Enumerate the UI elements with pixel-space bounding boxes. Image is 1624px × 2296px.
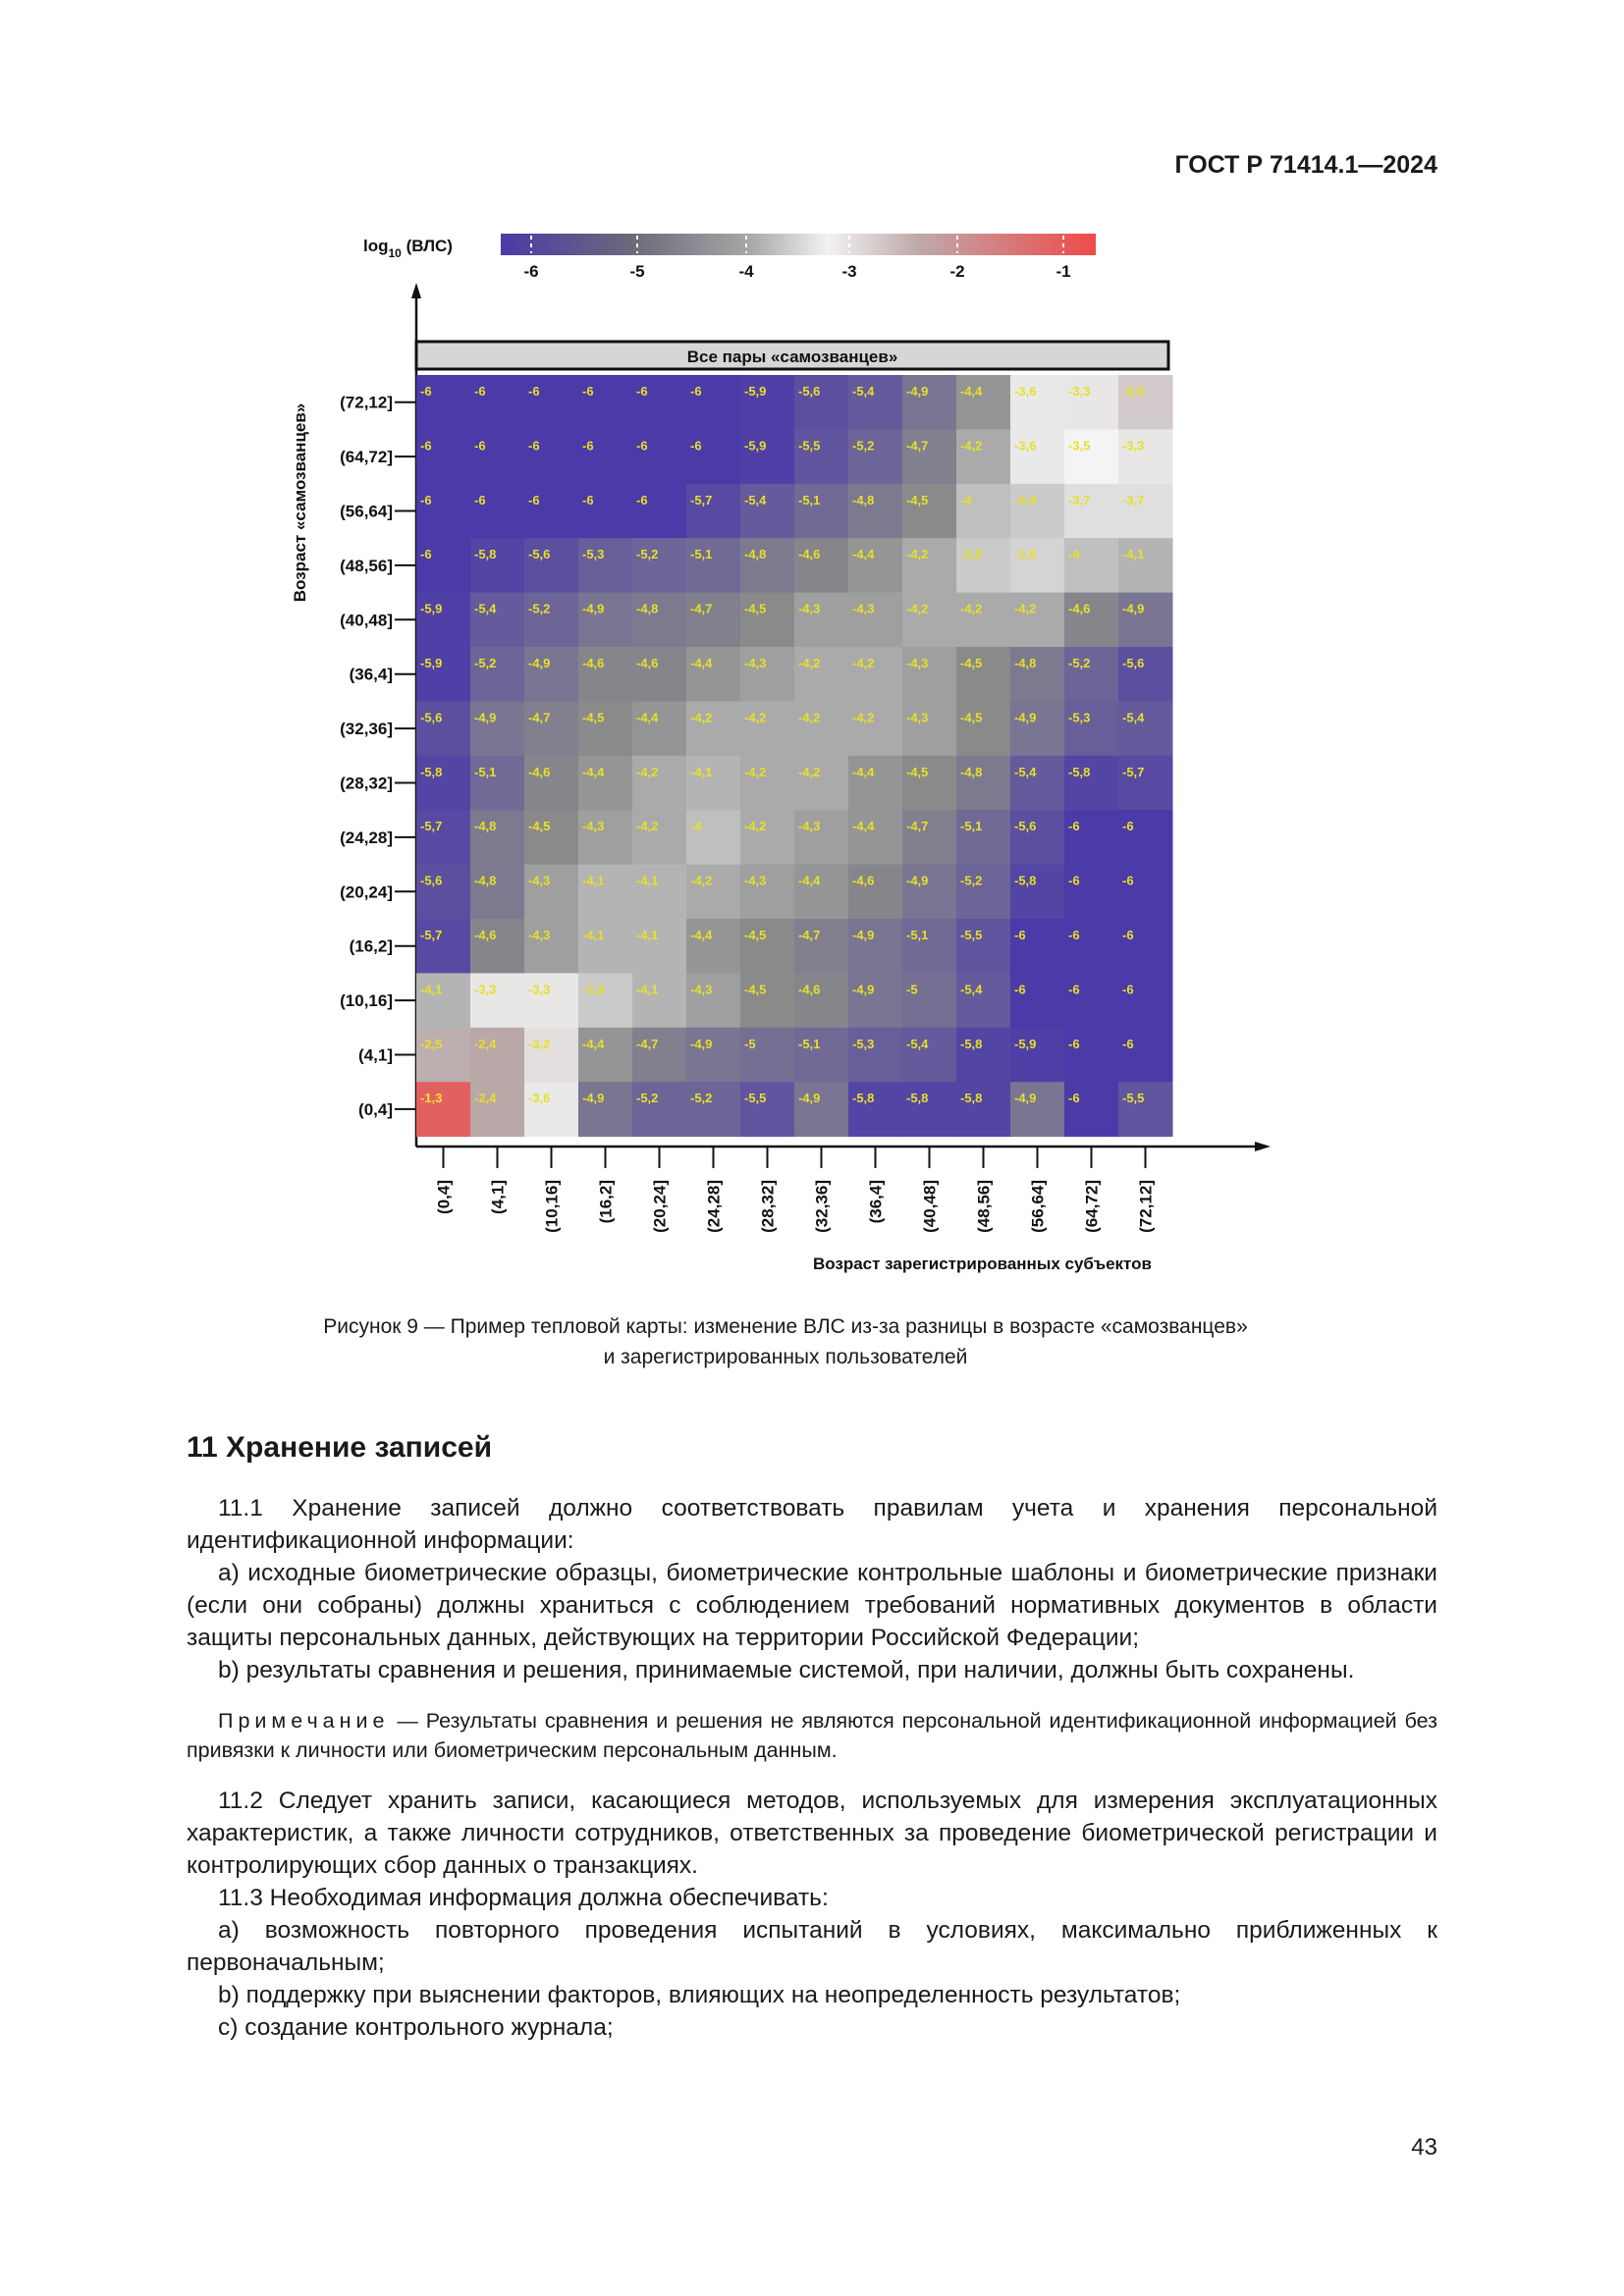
heatmap-value-label: -4,2 bbox=[744, 764, 767, 779]
figure-caption bbox=[147, 1311, 1424, 1372]
heatmap-value-label: -5,4 bbox=[852, 384, 875, 399]
heatmap-value-label: -4,3 bbox=[798, 601, 821, 616]
heatmap-value-label: -2,9 bbox=[1122, 384, 1145, 399]
heatmap-value-label: -4,4 bbox=[690, 928, 713, 942]
heatmap-value-label: -4,2 bbox=[690, 710, 713, 725]
heatmap-value-label: -4,4 bbox=[960, 384, 983, 399]
heatmap-value-label: -4,6 bbox=[528, 764, 551, 779]
caption-line-1: Рисунок 9 — Пример тепловой карты: изменение ВЛС из-за разницы в возрасте «самозванцев» bbox=[323, 1315, 1248, 1338]
heatmap-value-label: -4,6 bbox=[852, 873, 875, 888]
heatmap-value-label: -5,2 bbox=[960, 873, 983, 888]
colorbar-tick-label: -4 bbox=[738, 262, 754, 281]
heatmap-value-label: -5,7 bbox=[420, 928, 443, 942]
colorbar bbox=[501, 234, 1096, 255]
x-tick-label: (72,12] bbox=[1136, 1180, 1156, 1233]
heatmap-cells bbox=[416, 375, 1173, 1137]
heatmap-value-label: -5,6 bbox=[528, 547, 551, 562]
heatmap-value-label: -6 bbox=[1068, 982, 1080, 997]
heatmap-value-label: -5,6 bbox=[420, 873, 443, 888]
heatmap-value-label: -4,2 bbox=[1014, 601, 1037, 616]
paragraph-11-3: 11.3 Необходимая информация должна обеспечивать: bbox=[218, 1885, 829, 1911]
heatmap-value-label: -4,2 bbox=[744, 819, 767, 834]
heatmap-value-label: -5,3 bbox=[1068, 710, 1091, 725]
heatmap-value-label: -5,5 bbox=[960, 928, 983, 942]
heatmap-value-label: -5,6 bbox=[1122, 656, 1145, 670]
heatmap-value-label: -2,5 bbox=[420, 1036, 443, 1051]
heatmap-value-label: -4,4 bbox=[636, 710, 659, 725]
y-tick-label: (32,36] bbox=[340, 720, 393, 739]
heatmap-value-label: -6 bbox=[690, 384, 702, 399]
y-tick-label: (16,2] bbox=[349, 936, 393, 956]
heatmap-value-label: -4,9 bbox=[852, 982, 875, 997]
heatmap-value-label: -3,3 bbox=[1122, 438, 1145, 454]
y-tick-label: (10,16] bbox=[340, 991, 393, 1011]
heatmap-value-label: -4,1 bbox=[636, 873, 659, 888]
heatmap-value-label: -5,2 bbox=[636, 1091, 659, 1106]
heatmap-value-label: -4,4 bbox=[690, 656, 713, 670]
heatmap-value-label: -4,7 bbox=[690, 601, 713, 616]
heatmap-value-label: -4,2 bbox=[852, 656, 875, 670]
heatmap-value-label: -6 bbox=[1122, 873, 1134, 888]
heatmap-value-label: -5,1 bbox=[690, 547, 713, 562]
y-tick-label: (40,48] bbox=[340, 611, 393, 630]
colorbar-tick-label: -3 bbox=[841, 262, 857, 281]
heatmap-value-label: -4,8 bbox=[744, 547, 767, 562]
heatmap-value-label: -4,3 bbox=[528, 928, 551, 942]
heatmap-value-label: -4,3 bbox=[852, 601, 875, 616]
heatmap-value-label: -5,2 bbox=[690, 1091, 713, 1106]
heatmap-value-label: -4 bbox=[1068, 547, 1080, 562]
heatmap-value-label: -4,1 bbox=[582, 873, 605, 888]
heatmap-value-label: -6 bbox=[1122, 1036, 1134, 1051]
heatmap-value-label: -4,1 bbox=[1122, 547, 1145, 562]
heatmap-value-label: -5,4 bbox=[474, 601, 497, 616]
heatmap-value-label: -4,2 bbox=[798, 710, 821, 725]
y-axis-arrow bbox=[411, 283, 421, 298]
banner-text: Все пары «самозванцев» bbox=[686, 347, 898, 366]
y-tick-label: (48,56] bbox=[340, 556, 393, 575]
heatmap-value-label: -2,4 bbox=[474, 1036, 497, 1051]
heatmap-value-label: -4,5 bbox=[744, 982, 767, 997]
y-axis-label: Возраст «самозванцев» bbox=[291, 402, 309, 603]
heatmap-value-label: -5,3 bbox=[582, 547, 605, 562]
heatmap-value-label: -4,7 bbox=[636, 1036, 659, 1051]
heatmap-value-label: -6 bbox=[582, 492, 594, 507]
x-tick-label: (24,28] bbox=[704, 1180, 724, 1233]
heatmap-value-label: -5,9 bbox=[420, 601, 443, 616]
paragraph-11-1: 11.1 Хранение записей должно соответствовать правилам учета и хранения персональной идентификационной информации: bbox=[187, 1495, 1437, 1554]
heatmap-value-label: -4,9 bbox=[690, 1036, 713, 1051]
heatmap-value-label: -3,9 bbox=[582, 982, 605, 997]
heatmap-value-label: -4,6 bbox=[798, 982, 821, 997]
heatmap-value-label: -6 bbox=[1122, 982, 1134, 997]
heatmap-value-label: -6 bbox=[474, 438, 486, 454]
heatmap-value-label: -6 bbox=[528, 492, 540, 507]
heatmap-value-label: -4,8 bbox=[474, 819, 497, 834]
heatmap-value-label: -4,4 bbox=[582, 764, 605, 779]
heatmap-value-label: -4,3 bbox=[744, 873, 767, 888]
y-tick-label: (28,32] bbox=[340, 774, 393, 793]
heatmap-value-label: -4,8 bbox=[474, 873, 497, 888]
x-tick-label: (0,4] bbox=[434, 1180, 454, 1214]
colorbar-tick-label: -6 bbox=[523, 262, 539, 281]
heatmap-value-label: -4,2 bbox=[906, 547, 929, 562]
heatmap-value-label: -4,5 bbox=[528, 819, 551, 834]
heatmap-value-label: -6 bbox=[420, 547, 432, 562]
heatmap-value-label: -4,7 bbox=[528, 710, 551, 725]
heatmap-value-label: -5,6 bbox=[798, 384, 821, 399]
y-tick-label: (24,28] bbox=[340, 828, 393, 847]
heatmap-value-label: -6 bbox=[1014, 928, 1026, 942]
heatmap-value-label: -4,6 bbox=[798, 547, 821, 562]
heatmap-value-label: -5,2 bbox=[852, 438, 875, 454]
heatmap-value-label: -5 bbox=[906, 982, 918, 997]
heatmap-value-label: -4,9 bbox=[528, 656, 551, 670]
heatmap-value-label: -2,4 bbox=[474, 1091, 497, 1106]
heatmap-value-label: -4,1 bbox=[636, 928, 659, 942]
heatmap-value-label: -6 bbox=[690, 438, 702, 454]
heatmap-value-label: -5,8 bbox=[906, 1091, 929, 1106]
heatmap-value-label: -4,3 bbox=[690, 982, 713, 997]
heatmap-value-label: -4,3 bbox=[906, 710, 929, 725]
heatmap-value-label: -4,2 bbox=[798, 656, 821, 670]
heatmap-value-label: -6 bbox=[1068, 1091, 1080, 1106]
heatmap-value-label: -4,7 bbox=[906, 819, 929, 834]
heatmap-value-label: -5,4 bbox=[1014, 764, 1037, 779]
list-item-b: b) результаты сравнения и решения, принимаемые системой, при наличии, должны быть сохранены. bbox=[218, 1657, 1355, 1683]
heatmap-value-label: -4,9 bbox=[582, 1091, 605, 1106]
heatmap-value-label: -5,8 bbox=[960, 1036, 983, 1051]
heatmap-value-label: -6 bbox=[528, 384, 540, 399]
heatmap-value-label: -4,1 bbox=[420, 982, 443, 997]
heatmap-value-label: -5,9 bbox=[744, 438, 767, 454]
note-label: Примечание bbox=[218, 1709, 390, 1733]
x-tick-label: (40,48] bbox=[920, 1180, 940, 1233]
heatmap-value-label: -6 bbox=[474, 492, 486, 507]
heatmap-value-label: -3,9 bbox=[960, 547, 983, 562]
section-body bbox=[187, 1492, 1437, 2044]
heatmap-value-label: -4,9 bbox=[906, 873, 929, 888]
heatmap-value-label: -5,9 bbox=[420, 656, 443, 670]
x-tick-label: (28,32] bbox=[758, 1180, 778, 1233]
heatmap-value-label: -4,5 bbox=[906, 492, 929, 507]
heatmap-value-label: -6 bbox=[1122, 819, 1134, 834]
heatmap-value-label: -6 bbox=[582, 384, 594, 399]
heatmap-value-label: -6 bbox=[1068, 873, 1080, 888]
heatmap-value-label: -4,8 bbox=[960, 764, 983, 779]
heatmap-value-label: -6 bbox=[1122, 928, 1134, 942]
heatmap-value-label: -4,7 bbox=[906, 438, 929, 454]
x-axis-label: Возраст зарегистрированных субъектов bbox=[812, 1255, 1152, 1273]
heatmap-value-label: -6 bbox=[420, 384, 432, 399]
heatmap-value-label: -4,2 bbox=[960, 601, 983, 616]
heatmap-value-label: -4,5 bbox=[582, 710, 605, 725]
heatmap-value-label: -4,7 bbox=[798, 928, 821, 942]
heatmap-value-label: -4,8 bbox=[1014, 656, 1037, 670]
x-tick-label: (10,16] bbox=[542, 1180, 562, 1233]
heatmap-value-label: -6 bbox=[1068, 928, 1080, 942]
x-tick-label: (64,72] bbox=[1082, 1180, 1102, 1233]
note bbox=[187, 1706, 1437, 1765]
heatmap-value-label: -6 bbox=[474, 384, 486, 399]
heatmap-value-label: -4,6 bbox=[1068, 601, 1091, 616]
heatmap-value-label: -4,4 bbox=[798, 873, 821, 888]
heatmap-value-label: -5,4 bbox=[744, 492, 767, 507]
heatmap-value-label: -5,2 bbox=[1068, 656, 1091, 670]
heatmap-value-label: -4,4 bbox=[852, 819, 875, 834]
heatmap-value-label: -1,3 bbox=[420, 1091, 443, 1106]
colorbar-label: $\log_{10} (ВЛС)$ bbox=[363, 237, 453, 260]
heatmap-value-label: -5,8 bbox=[1068, 764, 1091, 779]
y-tick-label: (56,64] bbox=[340, 502, 393, 521]
heatmap-value-label: -4,9 bbox=[852, 928, 875, 942]
heatmap-value-label: -6 bbox=[420, 438, 432, 454]
x-axis-arrow bbox=[1255, 1142, 1271, 1151]
heatmap-value-label: -3,3 bbox=[528, 982, 551, 997]
heatmap-value-label: -4,8 bbox=[636, 601, 659, 616]
heatmap-value-label: -5,6 bbox=[420, 710, 443, 725]
heatmap-value-label: -5,5 bbox=[744, 1091, 767, 1106]
x-tick-label: (20,24] bbox=[650, 1180, 670, 1233]
heatmap-value-label: -6 bbox=[636, 492, 648, 507]
heatmap-value-label: -5,5 bbox=[1122, 1091, 1145, 1106]
heatmap-value-label: -4,1 bbox=[636, 982, 659, 997]
colorbar-tick-label: -1 bbox=[1056, 262, 1071, 281]
colorbar-tick-label: -5 bbox=[629, 262, 645, 281]
heatmap-value-label: -5,7 bbox=[1122, 764, 1145, 779]
heatmap-value-label: -5,4 bbox=[1122, 710, 1145, 725]
heatmap-value-label: -4 bbox=[690, 819, 702, 834]
heatmap-value-label: -5,1 bbox=[474, 764, 497, 779]
heatmap-value-label: -6 bbox=[636, 384, 648, 399]
y-tick-label: (20,24] bbox=[340, 882, 393, 902]
x-tick-label: (56,64] bbox=[1028, 1180, 1048, 1233]
heatmap-value-label: -6 bbox=[528, 438, 540, 454]
y-axis-ticks bbox=[340, 394, 416, 1119]
heatmap-value-label: -4,9 bbox=[474, 710, 497, 725]
heatmap-value-label: -5,3 bbox=[852, 1036, 875, 1051]
heatmap-value-label: -5,7 bbox=[420, 819, 443, 834]
heatmap-value-label: -3,6 bbox=[528, 1091, 551, 1106]
heatmap-value-label: -4,6 bbox=[636, 656, 659, 670]
heatmap-value-label: -4,4 bbox=[852, 764, 875, 779]
heatmap-value-label: -4,6 bbox=[474, 928, 497, 942]
heatmap-value-label: -4,3 bbox=[744, 656, 767, 670]
x-tick-label: (16,2] bbox=[596, 1180, 616, 1224]
heatmap-value-label: -5,8 bbox=[474, 547, 497, 562]
heatmap-value-label: -5,1 bbox=[798, 1036, 821, 1051]
heatmap-value-label: -3,9 bbox=[1014, 492, 1037, 507]
section-heading: 11 Хранение записей bbox=[187, 1431, 493, 1464]
document-code: ГОСТ Р 71414.1—2024 bbox=[1174, 151, 1437, 179]
colorbar-tick-label: -2 bbox=[949, 262, 965, 281]
heatmap-value-label: -5,8 bbox=[420, 764, 443, 779]
y-tick-label: (72,12] bbox=[340, 393, 393, 412]
heatmap-value-label: -3,6 bbox=[1014, 384, 1037, 399]
x-tick-label: (36,4] bbox=[866, 1180, 886, 1224]
heatmap-value-label: -5,1 bbox=[798, 492, 821, 507]
y-tick-label: (64,72] bbox=[340, 448, 393, 467]
list-item-3c: c) создание контрольного журнала; bbox=[218, 2014, 614, 2041]
y-tick-label: (36,4] bbox=[349, 665, 393, 684]
heatmap-value-label: -5,5 bbox=[798, 438, 821, 454]
heatmap-value-label: -4,3 bbox=[528, 873, 551, 888]
heatmap-value-label: -3,3 bbox=[1068, 384, 1091, 399]
heatmap-value-label: -4,1 bbox=[690, 764, 713, 779]
x-axis-ticks bbox=[435, 1147, 1156, 1233]
heatmap-value-label: -5,2 bbox=[636, 547, 659, 562]
heatmap-value-label: -5 bbox=[744, 1036, 756, 1051]
heatmap-value-label: -4,3 bbox=[582, 819, 605, 834]
heatmap-value-label: -5,6 bbox=[1014, 819, 1037, 834]
heatmap-value-label: -4,8 bbox=[852, 492, 875, 507]
heatmap-value-label: -3,8 bbox=[1014, 547, 1037, 562]
heatmap-value-label: -4,2 bbox=[636, 764, 659, 779]
heatmap-value-label: -5,8 bbox=[1014, 873, 1037, 888]
list-item-3a: a) возможность повторного проведения испытаний в условиях, максимально приближенных к первоначальным; bbox=[187, 1917, 1437, 1976]
heatmap-value-label: -3,3 bbox=[474, 982, 497, 997]
heatmap-value-label: -4,2 bbox=[636, 819, 659, 834]
heatmap-value-label: -4,3 bbox=[798, 819, 821, 834]
heatmap-value-label: -4,9 bbox=[1014, 1091, 1037, 1106]
heatmap-value-label: -4,4 bbox=[582, 1036, 605, 1051]
heatmap-value-label: -6 bbox=[1068, 819, 1080, 834]
heatmap-value-label: -4,9 bbox=[582, 601, 605, 616]
heatmap-value-label: -6 bbox=[636, 438, 648, 454]
heatmap-value-label: -6 bbox=[582, 438, 594, 454]
heatmap-value-label: -3,5 bbox=[1068, 438, 1091, 454]
heatmap-value-label: -4,2 bbox=[960, 438, 983, 454]
heatmap-value-label: -4,2 bbox=[852, 710, 875, 725]
note-text: — Результаты сравнения и решения не являются персональной идентификационной информацией без привязки к личности или биометрическим персональным данным. bbox=[187, 1709, 1437, 1762]
heatmap-value-label: -5,9 bbox=[1014, 1036, 1037, 1051]
heatmap-value-label: -4,5 bbox=[960, 656, 983, 670]
heatmap-value-label: -6 bbox=[1068, 1036, 1080, 1051]
heatmap-value-label: -4,2 bbox=[744, 710, 767, 725]
heatmap-value-label: -5,4 bbox=[906, 1036, 929, 1051]
paragraph-11-2: 11.2 Следует хранить записи, касающиеся методов, используемых для измерения эксплуатационных характеристик, а также личности сотрудников, ответственных за проведение биометрической регистрации и контролирующих сбор данных о транзакциях. bbox=[187, 1788, 1437, 1879]
heatmap-value-label: -4,5 bbox=[744, 601, 767, 616]
heatmap-value-label: -6 bbox=[1014, 982, 1026, 997]
list-item-3b: b) поддержку при выяснении факторов, влияющих на неопределенность результатов; bbox=[218, 1982, 1181, 2008]
heatmap-value-label: -3,6 bbox=[1014, 438, 1037, 454]
heatmap-value-label: -5,4 bbox=[960, 982, 983, 997]
heatmap-value-label: -5,1 bbox=[960, 819, 983, 834]
list-item-a: a) исходные биометрические образцы, биометрические контрольные шаблоны и биометрические признаки (если они собраны) должны храниться с соблюдением требований нормативных документов в области защиты персональных данных, действующих на территории Российской Федерации; bbox=[187, 1560, 1437, 1651]
heatmap-value-label: -4,9 bbox=[906, 384, 929, 399]
heatmap-value-label: -4,3 bbox=[906, 656, 929, 670]
heatmap-value-label: -5,9 bbox=[744, 384, 767, 399]
x-tick-label: (48,56] bbox=[974, 1180, 994, 1233]
heatmap-value-label: -4,9 bbox=[1122, 601, 1145, 616]
heatmap-value-label: -5,1 bbox=[906, 928, 929, 942]
heatmap-value-label: -4,5 bbox=[960, 710, 983, 725]
heatmap-value-label: -4,1 bbox=[582, 928, 605, 942]
y-tick-label: (4,1] bbox=[358, 1045, 393, 1065]
page-number: 43 bbox=[1411, 2134, 1437, 2161]
heatmap-value-label: -4,2 bbox=[690, 873, 713, 888]
heatmap-value-label: -4,6 bbox=[582, 656, 605, 670]
caption-line-2: и зарегистрированных пользователей bbox=[603, 1346, 968, 1368]
heatmap-value-label: -4,4 bbox=[852, 547, 875, 562]
heatmap-value-label: -4,2 bbox=[906, 601, 929, 616]
x-tick-label: (4,1] bbox=[488, 1180, 508, 1214]
heatmap-value-label: -3,7 bbox=[1068, 492, 1091, 507]
heatmap-value-label: -5,2 bbox=[474, 656, 497, 670]
y-tick-label: (0,4] bbox=[358, 1099, 393, 1119]
heatmap-value-label: -4,9 bbox=[798, 1091, 821, 1106]
heatmap-value-label: -3,7 bbox=[1122, 492, 1145, 507]
heatmap-value-label: -5,7 bbox=[690, 492, 713, 507]
heatmap-value-label: -5,8 bbox=[960, 1091, 983, 1106]
heatmap-value-label: -5,2 bbox=[528, 601, 551, 616]
heatmap-value-label: -6 bbox=[420, 492, 432, 507]
heatmap-value-label: -4,2 bbox=[798, 764, 821, 779]
heatmap-value-label: -4,9 bbox=[1014, 710, 1037, 725]
heatmap-value-label: -4,5 bbox=[906, 764, 929, 779]
heatmap-value-label: -4,5 bbox=[744, 928, 767, 942]
heatmap-value-label: -4 bbox=[960, 492, 972, 507]
x-tick-label: (32,36] bbox=[812, 1180, 832, 1233]
heatmap-value-label: -3,2 bbox=[528, 1036, 551, 1051]
heatmap-value-label: -5,8 bbox=[852, 1091, 875, 1106]
